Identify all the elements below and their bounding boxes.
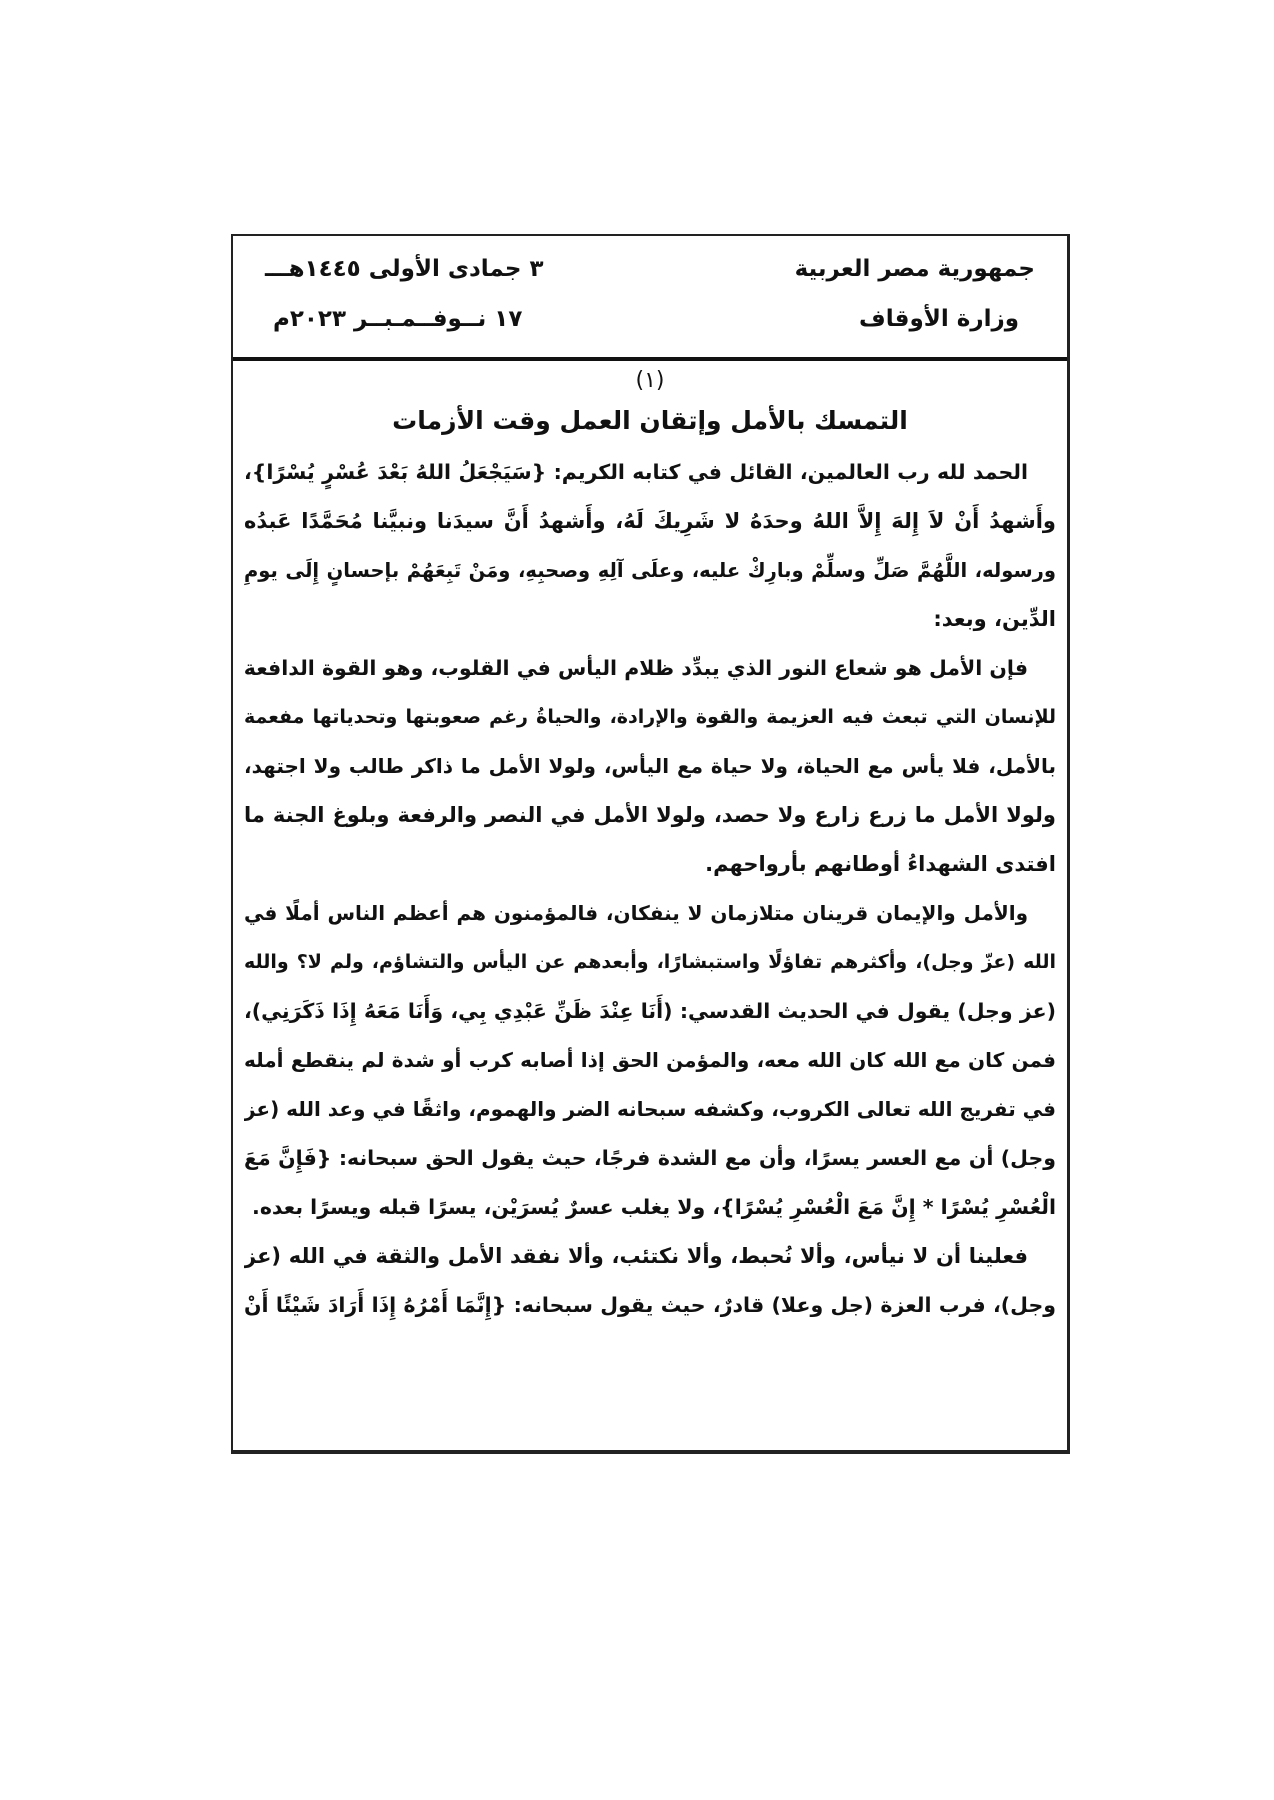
paragraph-line: للإنسان التي تبعث فيه العزيمة والقوة والإرادة، والحياةُ رغم صعوبتها وتحدياتها مفعمة <box>244 706 1056 728</box>
paragraph-line: فعلينا أن لا نيأس، وألا نُحبط، وألا نكتئب، وألا نفقد الأمل والثقة في الله (عز <box>244 1244 1028 1268</box>
document-frame <box>231 234 1070 1454</box>
country-name: جمهورية مصر العربية <box>794 256 1035 282</box>
section-number: (١) <box>635 368 665 393</box>
paragraph-line: (عز وجل) يقول في الحديث القدسي: (أَنَا عِنْدَ ظَنِّ عَبْدِي بِي، وَأَنَا مَعَهُ إِذَا ذَكَرَنِي)، <box>244 999 1056 1023</box>
paragraph-line: افتدى الشهداءُ أوطانهم بأرواحهم. <box>705 852 1056 876</box>
paragraph-line: وأَشهدُ أَنْ لاَ إِلهَ إِلاَّ اللهُ وحدَهُ لا شَرِيكَ لَهُ، وأَشهدُ أَنَّ سيدَنا ونبيَّنا مُحَمَّدًا عَبدُه <box>244 509 1056 533</box>
document-body <box>244 364 1056 1330</box>
paragraph-line: فإن الأمل هو شعاع النور الذي يبدِّد ظلام اليأس في القلوب، وهو القوة الدافعة <box>244 656 1028 680</box>
paragraph-line: فمن كان مع الله كان الله معه، والمؤمن الحق إذا أصابه كرب أو شدة لم ينقطع أمله <box>244 1048 1056 1072</box>
paragraph-line: في تفريج الله تعالى الكروب، وكشفه سبحانه الضر والهموم، واثقًا في وعد الله (عز <box>244 1097 1056 1121</box>
paragraph-line: الْعُسْرِ يُسْرًا * إِنَّ مَعَ الْعُسْرِ يُسْرًا}، ولا يغلب عسرٌ يُسرَيْن، يسرًا قبله ويسرًا بعده. <box>252 1195 1056 1219</box>
paragraph-line: الله (عزّ وجل)، وأكثرهم تفاؤلًا واستبشارًا، وأبعدهم عن اليأس والتشاؤم، ولم لا؟ والله <box>244 951 1056 973</box>
document-header <box>233 236 1067 361</box>
paragraph-line: ورسوله، اللَّهُمَّ صَلِّ وسلِّمْ وبارِكْ عليه، وعلَى آلِهِ وصحبِهِ، ومَنْ تَبِعَهُمْ بإحسانٍ إِلَى يومِ <box>244 559 1056 582</box>
paragraph-line: وجل)، فرب العزة (جل وعلا) قادرٌ، حيث يقول سبحانه: {إِنَّمَا أَمْرُهُ إِذَا أَرَادَ شَيْئًا أَنْ <box>244 1293 1056 1317</box>
gregorian-date: ١٧ نــوفــمـبــر ٢٠٢٣م <box>273 306 523 332</box>
document-title: التمسك بالأمل وإتقان العمل وقت الأزمات <box>392 406 908 435</box>
paragraph-line: بالأمل، فلا يأس مع الحياة، ولا حياة مع اليأس، ولولا الأمل ما ذاكر طالب ولا اجتهد، <box>244 754 1056 778</box>
paragraph-line: والأمل والإيمان قرينان متلازمان لا ينفكان، فالمؤمنون هم أعظم الناس أملًا في <box>244 901 1028 925</box>
paragraph-line: الدِّين، وبعد: <box>933 607 1056 631</box>
paragraph-line: ولولا الأمل ما زرع زارع ولا حصد، ولولا الأمل في النصر والرفعة وبلوغ الجنة ما <box>244 803 1056 827</box>
ministry-name: وزارة الأوقاف <box>859 306 1019 332</box>
hijri-date: ٣ جمادى الأولى ١٤٤٥هـــ <box>265 256 544 282</box>
paragraph-line: وجل) أن مع العسر يسرًا، وأن مع الشدة فرجًا، حيث يقول الحق سبحانه: {فَإِنَّ مَعَ <box>244 1146 1056 1170</box>
paragraph-line: الحمد لله رب العالمين، القائل في كتابه الكريم: {سَيَجْعَلُ اللهُ بَعْدَ عُسْرٍ يُسْرًا}، <box>244 460 1028 484</box>
